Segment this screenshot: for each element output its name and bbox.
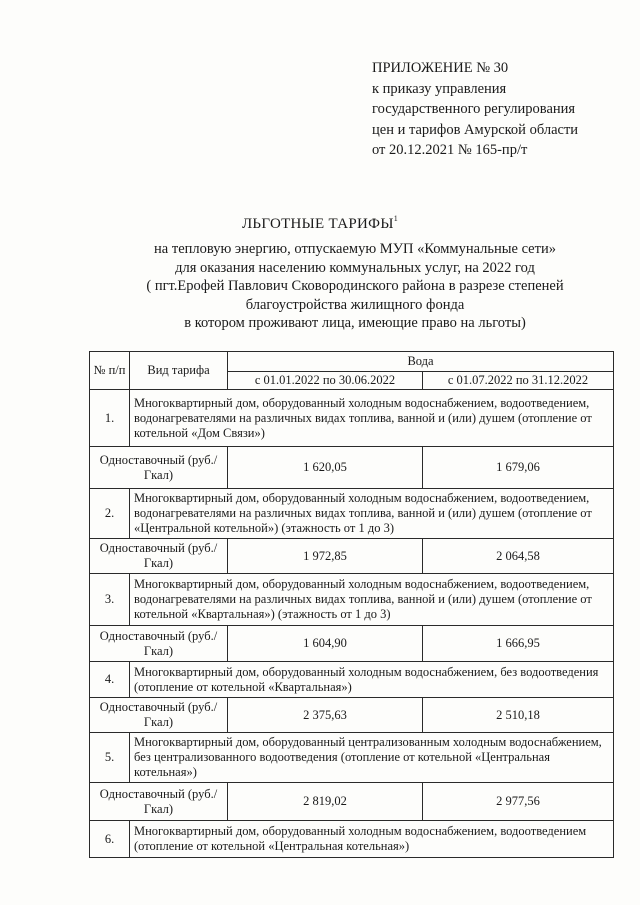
row-number: 4. bbox=[90, 662, 130, 698]
rate-value-period1: 1 604,90 bbox=[228, 626, 423, 662]
appendix-line: к приказу управления bbox=[372, 80, 507, 97]
rate-value-period1: 1 972,85 bbox=[228, 539, 423, 574]
row-number: 1. bbox=[90, 390, 130, 447]
header-num: № п/п bbox=[90, 352, 130, 390]
appendix-line: государственного регулирования bbox=[372, 101, 576, 117]
row-description: Многоквартирный дом, оборудованный централизованным холодным водоснабжением, без централизованного водоотведения (отопление от котельной «Центральная котельная») bbox=[130, 733, 614, 783]
table-row bbox=[90, 390, 614, 447]
rate-label: Одноставочный (руб./Гкал) bbox=[90, 539, 228, 574]
rate-value-period2: 1 679,06 bbox=[423, 447, 614, 489]
row-description: Многоквартирный дом, оборудованный холодным водоснабжением, водоотведением (отопление от котельной «Центральная котельная») bbox=[130, 821, 614, 858]
subtitle-line: на тепловую энергию, отпускаемую МУП «Коммунальные сети» bbox=[154, 241, 556, 257]
subtitle-line: ( пгт.Ерофей Павлович Сковородинского района в разрезе степеней bbox=[146, 278, 564, 294]
row-number: 2. bbox=[90, 489, 130, 539]
rate-value-period1: 1 620,05 bbox=[228, 447, 423, 489]
row-description: Многоквартирный дом, оборудованный холодным водоснабжением, водоотведением, водонагревателями на различных видах топлива, ванной и (или) душем (отопление от котельной «Дом Связи») bbox=[130, 390, 614, 447]
subtitle-line: для оказания населению коммунальных услуг, на 2022 год bbox=[175, 259, 535, 276]
appendix-line: ПРИЛОЖЕНИЕ № 30 bbox=[372, 60, 509, 76]
rate-value-period2: 2 977,56 bbox=[423, 783, 614, 821]
table-row bbox=[90, 626, 614, 662]
rate-label: Одноставочный (руб./Гкал) bbox=[90, 626, 228, 662]
table-row bbox=[90, 574, 614, 626]
tariff-table bbox=[89, 351, 614, 858]
table-row bbox=[90, 733, 614, 783]
table-row bbox=[90, 539, 614, 574]
appendix-line: от 20.12.2021 № 165-пр/т bbox=[372, 142, 528, 158]
rate-label: Одноставочный (руб./Гкал) bbox=[90, 783, 228, 821]
table-row bbox=[90, 489, 614, 539]
table-row bbox=[90, 447, 614, 489]
document-title bbox=[0, 214, 640, 233]
table-row bbox=[90, 783, 614, 821]
rate-label: Одноставочный (руб./Гкал) bbox=[90, 447, 228, 489]
header-period1: с 01.01.2022 по 30.06.2022 bbox=[228, 372, 423, 390]
appendix-line: цен и тарифов Амурской области bbox=[372, 121, 579, 138]
rate-value-period2: 2 510,18 bbox=[423, 698, 614, 733]
subtitle-line: благоустройства жилищного фонда bbox=[245, 296, 465, 313]
header-period2: с 01.07.2022 по 31.12.2022 bbox=[423, 372, 614, 390]
header-row bbox=[90, 352, 614, 372]
appendix-block bbox=[372, 58, 578, 161]
document-subtitle bbox=[120, 240, 590, 333]
row-description: Многоквартирный дом, оборудованный холодным водоснабжением, без водоотведения (отопление от котельной «Квартальная») bbox=[130, 662, 614, 698]
table-row bbox=[90, 662, 614, 698]
title-text: ЛЬГОТНЫЕ ТАРИФЫ bbox=[241, 216, 394, 232]
table-row bbox=[90, 821, 614, 858]
rate-value-period2: 1 666,95 bbox=[423, 626, 614, 662]
rate-value-period1: 2 819,02 bbox=[228, 783, 423, 821]
rate-value-period1: 2 375,63 bbox=[228, 698, 423, 733]
rate-value-period2: 2 064,58 bbox=[423, 539, 614, 574]
row-number: 6. bbox=[90, 821, 130, 858]
header-group: Вода bbox=[228, 352, 614, 372]
row-number: 5. bbox=[90, 733, 130, 783]
row-number: 3. bbox=[90, 574, 130, 626]
row-description: Многоквартирный дом, оборудованный холодным водоснабжением, водоотведением, водонагревателями на различных видах топлива, ванной и (или) душем (отопление от «Центральной котельной») (этажность от 1 до 3) bbox=[130, 489, 614, 539]
row-description: Многоквартирный дом, оборудованный холодным водоснабжением, водоотведением, водонагревателями на различных видах топлива, ванной и (или) душем (отопление от котельной «Квартальная») (этажность от 1 до 3) bbox=[130, 574, 614, 626]
subtitle-line: в котором проживают лица, имеющие право на льготы) bbox=[184, 315, 526, 331]
rate-label: Одноставочный (руб./Гкал) bbox=[90, 698, 228, 733]
table-row bbox=[90, 698, 614, 733]
header-type: Вид тарифа bbox=[130, 352, 228, 390]
title-footnote: 1 bbox=[393, 214, 399, 223]
